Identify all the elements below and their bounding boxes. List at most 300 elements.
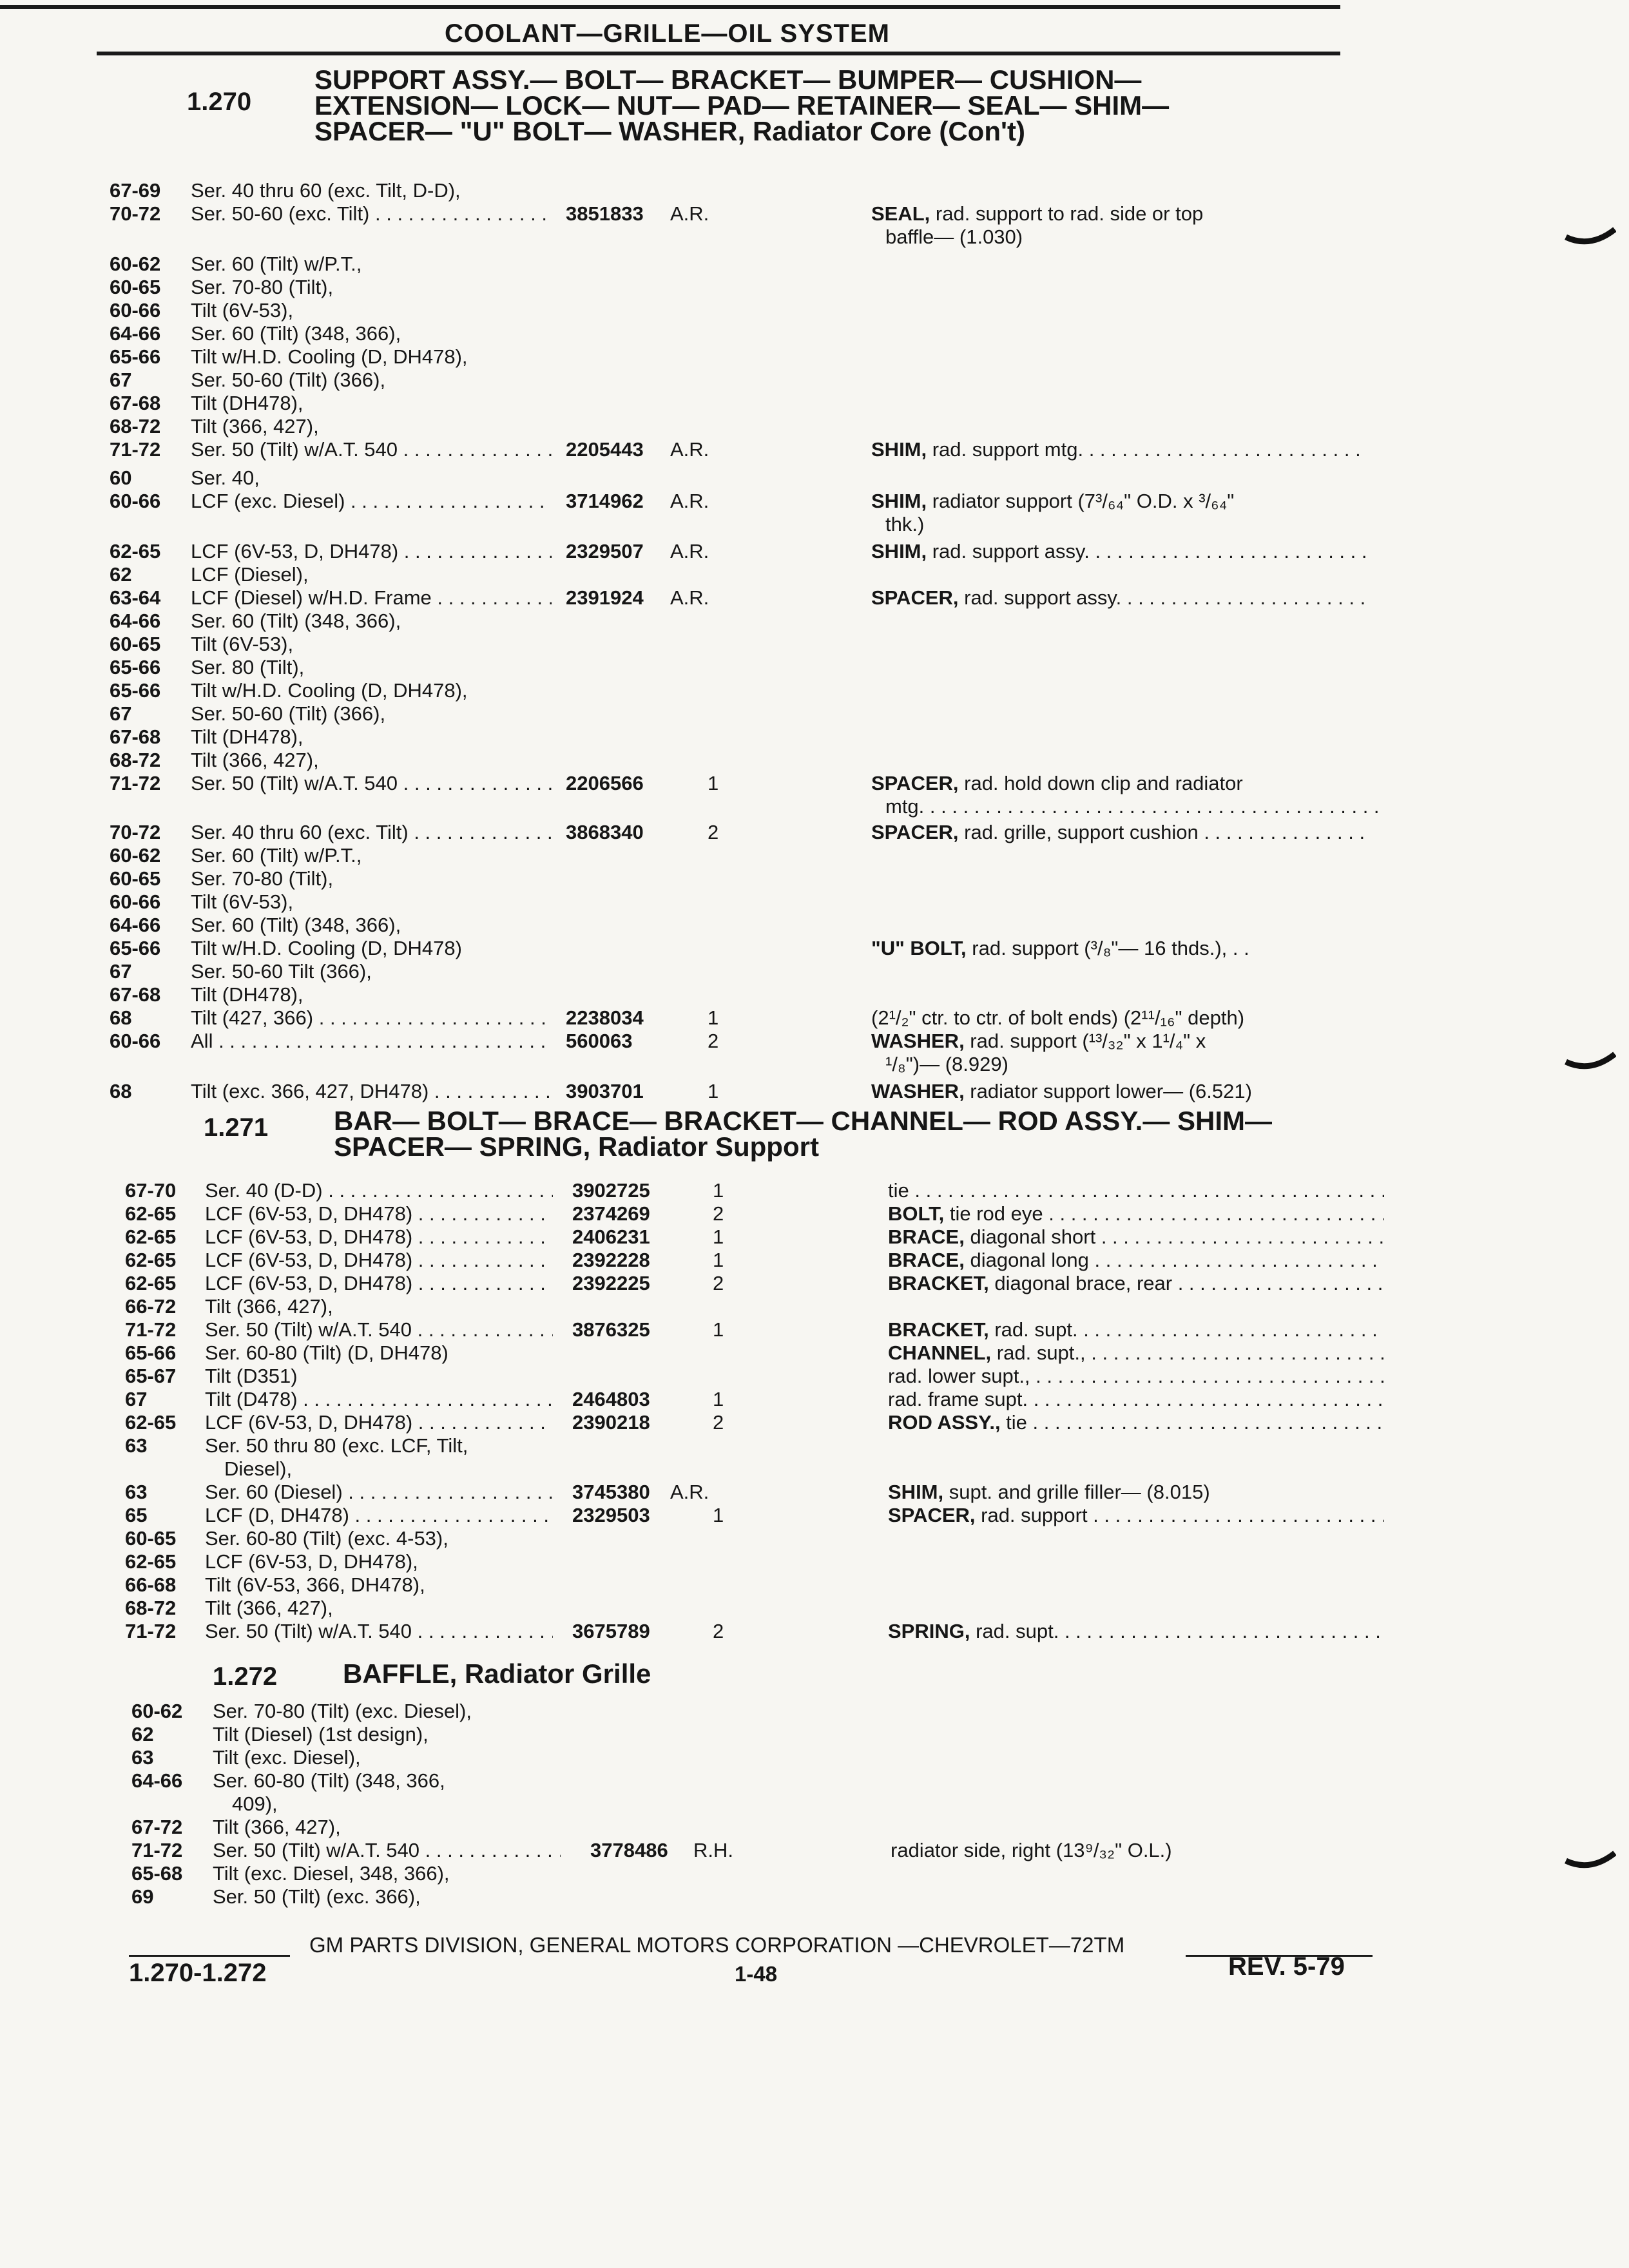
quantity: A.R. [670,438,709,461]
application: Tilt (6V-53), [191,890,294,913]
application: 409), [232,1792,278,1815]
model-year: 70-72 [110,202,161,225]
model-year: 62-65 [125,1411,177,1434]
application: Ser. 40 thru 60 (exc. Tilt) . . . [191,821,552,844]
model-year: 67 [110,369,132,391]
application: Ser. 60 (Tilt) (348, 366), [191,610,401,632]
model-year: 65-68 [131,1862,183,1885]
table-row [0,1225,1629,1249]
application: Ser. 50-60 (exc. Tilt) . . . [191,202,552,226]
table-row [0,1550,1629,1573]
model-year: 69 [131,1885,154,1908]
application: LCF (6V-53, D, DH478) . . . [205,1202,553,1225]
table-row [0,322,1629,345]
table-row [0,202,1629,226]
model-year: 68-72 [110,415,161,437]
part-number: 3876325 [572,1318,650,1341]
table-row [0,253,1629,276]
table-row [0,1769,1629,1792]
model-year: 67-69 [110,179,161,202]
model-year: 67-68 [110,983,161,1006]
model-year: 60-65 [110,867,161,890]
model-year: 62 [110,563,132,586]
quantity: R.H. [693,1839,733,1861]
application: Ser. 50 (Tilt) (exc. 366), [213,1885,421,1908]
part-description: (2¹/₂" ctr. to ctr. of bolt ends) (2¹¹/₁₆" depth) [871,1006,1245,1029]
application: Ser. 60-80 (Tilt) (348, 366, [213,1769,445,1792]
section-title-line: BAR— BOLT— BRACE— BRACKET— CHANNEL— ROD ASSY.— SHIM— [334,1106,1273,1136]
part-description: thk.) [885,513,925,535]
table-row [0,610,1629,633]
model-year: 67-68 [110,726,161,748]
application: Tilt w/H.D. Cooling (D, DH478), [191,679,468,702]
model-year: 71-72 [125,1318,177,1341]
application: Ser. 60 (Tilt) (348, 366), [191,322,401,345]
table-row [0,821,1629,844]
model-year: 68 [110,1006,132,1029]
part-keyword: BRACKET, [888,1318,989,1341]
binder-mark [1565,1849,1616,1875]
model-year: 65-67 [125,1365,177,1387]
model-year: 71-72 [110,772,161,794]
model-year: 67-72 [131,1816,183,1838]
application: Tilt (exc. Diesel), [213,1746,361,1769]
application: Tilt (DH478), [191,392,304,414]
table-row [0,1295,1629,1318]
table-row [0,1597,1629,1620]
table-row [0,1434,1629,1457]
table-row [0,1030,1629,1053]
part-description: rad. lower supt., . . . [888,1365,1384,1388]
application: Ser. 60 (Diesel) . . . [205,1481,553,1504]
application: Ser. 70-80 (Tilt), [191,276,334,298]
table-row [0,1341,1629,1365]
application: Ser. 50 (Tilt) w/A.T. 540 . . . [205,1318,553,1341]
quantity: 1 [713,1225,724,1248]
application: LCF (6V-53, D, DH478) . . . [205,1249,553,1272]
table-row [0,179,1629,202]
table-row [0,937,1629,960]
quantity: A.R. [670,1481,709,1503]
section-title-line: SUPPORT ASSY.— BOLT— BRACKET— BUMPER— CUSHION— [314,64,1142,95]
table-row [0,415,1629,438]
page-title: COOLANT—GRILLE—OIL SYSTEM [445,19,890,48]
part-keyword: ROD ASSY., [888,1411,1001,1434]
model-year: 71-72 [131,1839,183,1861]
quantity: 1 [713,1179,724,1202]
part-number: 3851833 [566,202,644,225]
part-keyword: WASHER, [871,1030,965,1052]
model-year: 60-65 [110,633,161,655]
model-year: 60-66 [110,490,161,512]
model-year: 62-65 [125,1550,177,1573]
application: Tilt (Diesel) (1st design), [213,1723,429,1745]
part-description: WASHER, radiator support lower— (6.521) [871,1080,1252,1102]
application: Tilt (6V-53, 366, DH478), [205,1573,425,1596]
table-row [0,226,1629,249]
table-row [0,795,1629,818]
model-year: 71-72 [125,1620,177,1642]
part-keyword: SPACER, [871,821,959,843]
part-keyword: WASHER, [871,1080,965,1102]
part-description: SPACER, rad. grille, support cushion . . . [871,821,1367,844]
quantity: 1 [713,1318,724,1341]
table-row [0,1504,1629,1527]
model-year: 60 [110,466,132,489]
model-year: 68 [110,1080,132,1102]
application: LCF (6V-53, D, DH478) . . . [205,1411,553,1434]
application: Tilt w/H.D. Cooling (D, DH478), [191,345,468,368]
model-year: 65-66 [125,1341,177,1364]
part-number: 3675789 [572,1620,650,1642]
model-year: 64-66 [110,610,161,632]
quantity: A.R. [670,586,709,609]
part-number: 2390218 [572,1411,650,1434]
table-row [0,299,1629,322]
model-year: 60-62 [110,253,161,275]
part-description: WASHER, rad. support (¹³/₃₂" x 1¹/₄" x [871,1030,1206,1052]
model-year: 67 [110,702,132,725]
table-row [0,466,1629,490]
model-year: 67 [125,1388,148,1410]
table-row [0,702,1629,726]
section-title-line: SPACER— "U" BOLT— WASHER, Radiator Core (Con't) [314,116,1025,146]
table-row [0,1388,1629,1411]
application: Tilt (6V-53), [191,633,294,655]
table-row [0,914,1629,937]
table-row [0,1318,1629,1341]
part-keyword: BOLT, [888,1202,945,1225]
part-number: 2329507 [566,540,644,562]
table-row [0,1885,1629,1908]
table-row [0,438,1629,461]
quantity: 1 [713,1388,724,1410]
binder-mark [1565,1050,1616,1076]
part-description: SHIM, supt. and grille filler— (8.015) [888,1481,1210,1503]
part-description: BRACKET, diagonal brace, rear . . . [888,1272,1384,1295]
footer-page-number: 1-48 [735,1962,778,1986]
table-row [0,1862,1629,1885]
application: Tilt (exc. 366, 427, DH478) . . . [191,1080,552,1103]
model-year: 62-65 [125,1202,177,1225]
section-number: 1.271 [204,1113,269,1142]
section-title-line: SPACER— SPRING, Radiator Support [334,1131,819,1162]
application: LCF (6V-53, D, DH478), [205,1550,418,1573]
table-row [0,540,1629,563]
application: Diesel), [224,1457,293,1480]
table-row [0,392,1629,415]
footer-revision: REV. 5-79 [1228,1952,1345,1981]
part-number: 3902725 [572,1179,650,1202]
table-row [0,1457,1629,1481]
model-year: 64-66 [110,914,161,936]
part-description: BRACE, diagonal long . . . [888,1249,1384,1272]
model-year: 67 [110,960,132,983]
table-row [0,513,1629,536]
part-description: SHIM, rad. support assy. . . . [871,540,1367,563]
part-description: CHANNEL, rad. supt., . . . [888,1341,1384,1365]
part-description: ROD ASSY., tie . . . [888,1411,1384,1434]
part-number: 3778486 [590,1839,668,1861]
part-keyword: BRACE, [888,1249,965,1271]
part-number: 2206566 [566,772,644,794]
table-row [0,844,1629,867]
application: Tilt (427, 366) . . . [191,1006,552,1030]
quantity: A.R. [670,490,709,512]
model-year: 65-66 [110,679,161,702]
application: Tilt (366, 427), [213,1816,341,1838]
model-year: 63 [131,1746,154,1769]
part-keyword: SHIM, [871,540,927,562]
application: Ser. 80 (Tilt), [191,656,305,678]
part-number: 2392225 [572,1272,650,1294]
model-year: 67-70 [125,1179,177,1202]
part-description: "U" BOLT, rad. support (³/₈"— 16 thds.), . . [871,937,1249,959]
part-number: 2374269 [572,1202,650,1225]
model-year: 60-66 [110,1030,161,1052]
application: Ser. 50 (Tilt) w/A.T. 540 . . . [191,772,552,795]
table-row [0,726,1629,749]
table-row [0,633,1629,656]
model-year: 62-65 [125,1272,177,1294]
table-row [0,369,1629,392]
table-row [0,1792,1629,1816]
table-row [0,867,1629,890]
application: Ser. 50 thru 80 (exc. LCF, Tilt, [205,1434,468,1457]
table-row [0,1527,1629,1550]
part-keyword: BRACKET, [888,1272,989,1294]
part-keyword: SPACER, [871,586,959,609]
model-year: 60-65 [110,276,161,298]
part-description: BRACE, diagonal short . . . [888,1225,1384,1249]
footer-line [129,1933,1373,1959]
table-row [0,679,1629,702]
application: LCF (Diesel) w/H.D. Frame . . . [191,586,552,610]
application: Tilt (6V-53), [191,299,294,322]
application: Tilt (D351) [205,1365,298,1387]
part-number: 2205443 [566,438,644,461]
part-keyword: SPACER, [888,1504,976,1526]
table-row [0,1272,1629,1295]
part-description: rad. frame supt. . . . [888,1388,1384,1411]
application: LCF (6V-53, D, DH478) . . . [205,1272,553,1295]
quantity: A.R. [670,202,709,225]
quantity: 1 [708,1006,719,1029]
quantity: 2 [708,1030,719,1052]
table-row [0,1481,1629,1504]
application: Ser. 50-60 (Tilt) (366), [191,702,386,725]
application: Ser. 60-80 (Tilt) (exc. 4-53), [205,1527,448,1550]
application: Ser. 50 (Tilt) w/A.T. 540 . . . [213,1839,561,1862]
application: Tilt (DH478), [191,726,304,748]
table-row [0,1573,1629,1597]
table-row [0,1839,1629,1862]
application: Tilt (366, 427), [205,1295,333,1318]
table-row [0,1365,1629,1388]
application: Ser. 50-60 (Tilt) (366), [191,369,386,391]
part-description: baffle— (1.030) [885,226,1023,248]
model-year: 62-65 [110,540,161,562]
quantity: 2 [713,1272,724,1294]
table-row [0,983,1629,1006]
table-row [0,276,1629,299]
table-row [0,890,1629,914]
part-number: 2406231 [572,1225,650,1248]
part-number: 2329503 [572,1504,650,1526]
quantity: 1 [708,772,719,794]
part-description: SPRING, rad. supt. . . . [888,1620,1384,1643]
model-year: 60-66 [110,299,161,322]
application: Ser. 60-80 (Tilt) (D, DH478) [205,1341,448,1364]
table-row [0,1700,1629,1723]
model-year: 71-72 [110,438,161,461]
part-keyword: BRACE, [888,1225,965,1248]
application: Tilt (366, 427), [205,1597,333,1619]
model-year: 67-68 [110,392,161,414]
quantity: 2 [713,1202,724,1225]
part-description: mtg. . . . [885,795,1382,818]
table-row [0,586,1629,610]
footer-section-ref: 1.270-1.272 [129,1959,267,1987]
table-row [0,1202,1629,1225]
table-row [0,1411,1629,1434]
application: Ser. 50 (Tilt) w/A.T. 540 . . . [205,1620,553,1643]
part-number: 3745380 [572,1481,650,1503]
application: Tilt (366, 427), [191,415,319,437]
table-row [0,563,1629,586]
quantity: 1 [708,1080,719,1102]
part-keyword: SPACER, [871,772,959,794]
part-description: ¹/₈")— (8.929) [885,1053,1008,1075]
part-keyword: SHIM, [871,490,927,512]
part-description: SEAL, rad. support to rad. side or top [871,202,1204,225]
part-keyword: CHANNEL, [888,1341,992,1364]
application: Ser. 50-60 Tilt (366), [191,960,372,983]
part-description: SPACER, rad. hold down clip and radiator [871,772,1243,794]
part-number: 2391924 [566,586,644,609]
table-row [0,1746,1629,1769]
model-year: 62-65 [125,1225,177,1248]
table-row [0,1080,1629,1103]
footer-rule [129,1955,290,1957]
table-row [0,1179,1629,1202]
model-year: 70-72 [110,821,161,843]
model-year: 66-72 [125,1295,177,1318]
model-year: 65-66 [110,656,161,678]
table-row [0,960,1629,983]
model-year: 66-68 [125,1573,177,1596]
model-year: 68-72 [110,749,161,771]
part-number: 3868340 [566,821,644,843]
application: LCF (D, DH478) . . . [205,1504,553,1527]
part-number: 3714962 [566,490,644,512]
table-row [0,1816,1629,1839]
application: Tilt w/H.D. Cooling (D, DH478) [191,937,462,959]
part-description: BRACKET, rad. supt. . . . [888,1318,1384,1341]
part-keyword: SEAL, [871,202,930,225]
part-keyword: SHIM, [888,1481,944,1503]
table-row [0,1723,1629,1746]
table-row [0,656,1629,679]
quantity: 1 [713,1249,724,1271]
part-number: 2392228 [572,1249,650,1271]
model-year: 60-62 [131,1700,183,1722]
model-year: 60-62 [110,844,161,867]
model-year: 62-65 [125,1249,177,1271]
part-description: SHIM, radiator support (7³/₆₄" O.D. x ³/₆₄" [871,490,1235,512]
model-year: 60-65 [125,1527,177,1550]
application: LCF (Diesel), [191,563,309,586]
part-description: tie . . . [888,1179,1384,1202]
application: LCF (6V-53, D, DH478) . . . [205,1225,553,1249]
table-row [0,345,1629,369]
part-number: 3903701 [566,1080,644,1102]
model-year: 60-66 [110,890,161,913]
model-year: 64-66 [110,322,161,345]
table-row [0,772,1629,795]
model-year: 63 [125,1481,148,1503]
application: Ser. 60 (Tilt) w/P.T., [191,844,362,867]
part-description: BOLT, tie rod eye . . . [888,1202,1384,1225]
table-row [0,1006,1629,1030]
quantity: 2 [713,1411,724,1434]
table-row [0,490,1629,513]
table-row [0,1249,1629,1272]
part-keyword: SPRING, [888,1620,970,1642]
application: Tilt (366, 427), [191,749,319,771]
footer-corp-line: GM PARTS DIVISION, GENERAL MOTORS CORPORATION —CHEVROLET—72TM [309,1933,1125,1957]
model-year: 62 [131,1723,154,1745]
part-number: 2464803 [572,1388,650,1410]
section-number: 1.270 [187,88,252,116]
application: Tilt (D478) . . . [205,1388,553,1411]
table-row [0,749,1629,772]
quantity: A.R. [670,540,709,562]
application: Ser. 60 (Tilt) w/P.T., [191,253,362,275]
model-year: 63-64 [110,586,161,609]
quantity: 2 [708,821,719,843]
quantity: 2 [713,1620,724,1642]
application: All . . . [191,1030,552,1053]
application: Ser. 40 thru 60 (exc. Tilt, D-D), [191,179,461,202]
table-row [0,1053,1629,1076]
model-year: 65 [125,1504,148,1526]
model-year: 65-66 [110,345,161,368]
application: LCF (exc. Diesel) . . . [191,490,552,513]
section-title-line: BAFFLE, Radiator Grille [343,1658,651,1689]
part-keyword: "U" BOLT, [871,937,967,959]
section-title-line: EXTENSION— LOCK— NUT— PAD— RETAINER— SEAL— SHIM— [314,90,1170,120]
model-year: 68-72 [125,1597,177,1619]
section-number: 1.272 [213,1662,278,1691]
application: LCF (6V-53, D, DH478) . . . [191,540,552,563]
model-year: 64-66 [131,1769,183,1792]
part-description: SPACER, rad. support . . . [888,1504,1384,1527]
part-number: 560063 [566,1030,633,1052]
part-description: radiator side, right (13⁹/₃₂" O.L.) [891,1839,1172,1861]
model-year: 65-66 [110,937,161,959]
part-number: 2238034 [566,1006,644,1029]
part-keyword: SHIM, [871,438,927,461]
application: Tilt (exc. Diesel, 348, 366), [213,1862,450,1885]
binder-mark [1565,226,1616,251]
table-row [0,1620,1629,1643]
part-description: SHIM, rad. support mtg. . . . [871,438,1367,461]
part-description: SPACER, rad. support assy. . . . [871,586,1367,610]
application: Ser. 60 (Tilt) (348, 366), [191,914,401,936]
application: Ser. 70-80 (Tilt) (exc. Diesel), [213,1700,472,1722]
application: Ser. 50 (Tilt) w/A.T. 540 . . . [191,438,552,461]
